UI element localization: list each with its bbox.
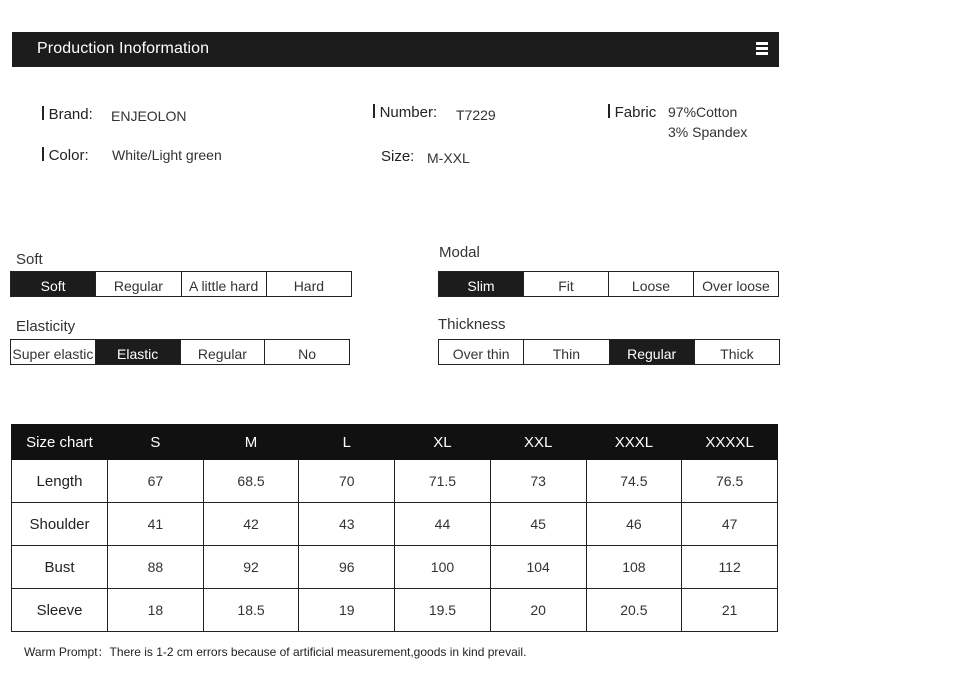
thickness-scale — [438, 339, 780, 365]
bar-icon — [42, 147, 44, 161]
table-cell: 68.5 — [203, 460, 299, 503]
thickness-option[interactable]: Regular — [610, 340, 695, 364]
elasticity-option[interactable]: No — [298, 345, 317, 362]
table-cell: 42 — [203, 503, 299, 546]
brand-label: Brand: — [42, 106, 93, 123]
soft-scale — [10, 271, 352, 297]
table-cell: 76.5 — [682, 460, 778, 503]
row-label: Shoulder — [12, 503, 108, 546]
elasticity-title: Elasticity — [16, 318, 76, 335]
elasticity-option[interactable]: Super elastic — [11, 340, 96, 364]
fabric-value-2: 3% Spandex — [668, 124, 748, 140]
warm-prompt: Warm Prompt：There is 1-2 cm errors because of artificial measurement,goods in kind prevail. — [24, 645, 527, 659]
table-row — [12, 503, 778, 546]
table-cell: 67 — [108, 460, 204, 503]
table-cell: 108 — [586, 546, 682, 589]
table-cell: 100 — [395, 546, 491, 589]
header-cell: XXXL — [586, 425, 682, 460]
soft-option[interactable]: A little hard — [182, 272, 267, 296]
bar-icon — [42, 106, 44, 120]
number-value: T7229 — [456, 107, 496, 123]
thickness-option[interactable]: Thin — [524, 340, 609, 364]
header-cell: XL — [395, 425, 491, 460]
section-title: Production Inoformation — [37, 40, 210, 57]
size-label: Size: — [381, 148, 415, 165]
row-label: Bust — [12, 546, 108, 589]
table-cell: 96 — [299, 546, 395, 589]
table-cell: 74.5 — [586, 460, 682, 503]
table-cell: 112 — [682, 546, 778, 589]
table-cell: 88 — [108, 546, 204, 589]
elasticity-scale — [10, 339, 350, 365]
modal-scale — [438, 271, 779, 297]
table-cell: 46 — [586, 503, 682, 546]
table-cell: 73 — [490, 460, 586, 503]
table-cell: 20 — [490, 589, 586, 632]
modal-option[interactable]: Slim — [439, 272, 524, 296]
number-label: Number: — [373, 104, 437, 121]
thickness-title: Thickness — [438, 316, 506, 333]
header-cell: XXL — [490, 425, 586, 460]
table-row — [12, 460, 778, 503]
section-header — [12, 32, 779, 67]
table-cell: 47 — [682, 503, 778, 546]
header-cell: S — [108, 425, 204, 460]
table-cell: 19 — [299, 589, 395, 632]
modal-option[interactable]: Over loose — [702, 277, 770, 294]
header-cell: XXXXL — [682, 425, 778, 460]
table-cell: 43 — [299, 503, 395, 546]
thickness-option[interactable]: Over thin — [439, 340, 524, 364]
soft-option[interactable]: Hard — [293, 277, 325, 294]
fabric-value-1: 97%Cotton — [668, 104, 738, 120]
menu-icon[interactable] — [756, 42, 768, 56]
modal-option[interactable]: Loose — [609, 272, 694, 296]
table-cell: 41 — [108, 503, 204, 546]
bar-icon — [608, 104, 610, 118]
table-cell: 92 — [203, 546, 299, 589]
thickness-option[interactable]: Thick — [720, 345, 754, 362]
header-cell: L — [299, 425, 395, 460]
row-label: Sleeve — [12, 589, 108, 632]
table-cell: 18.5 — [203, 589, 299, 632]
color-value: White/Light green — [112, 147, 222, 163]
table-cell: 70 — [299, 460, 395, 503]
table-cell: 71.5 — [395, 460, 491, 503]
bar-icon — [373, 104, 375, 118]
soft-option[interactable]: Regular — [96, 272, 181, 296]
table-cell: 19.5 — [395, 589, 491, 632]
table-cell: 20.5 — [586, 589, 682, 632]
table-cell: 44 — [395, 503, 491, 546]
elasticity-option[interactable]: Elastic — [96, 340, 181, 364]
table-cell: 45 — [490, 503, 586, 546]
fabric-label: Fabric — [608, 104, 656, 121]
soft-title: Soft — [16, 251, 43, 268]
size-chart-header — [12, 425, 778, 460]
soft-option[interactable]: Soft — [11, 272, 96, 296]
color-label: Color: — [42, 147, 89, 164]
size-value: M-XXL — [427, 150, 470, 166]
brand-value: ENJEOLON — [111, 108, 187, 124]
table-row — [12, 589, 778, 632]
header-cell: Size chart — [12, 425, 108, 460]
modal-option[interactable]: Fit — [524, 272, 609, 296]
table-cell: 21 — [682, 589, 778, 632]
modal-title: Modal — [439, 244, 480, 261]
table-cell: 18 — [108, 589, 204, 632]
elasticity-option[interactable]: Regular — [181, 340, 266, 364]
header-cell: M — [203, 425, 299, 460]
row-label: Length — [12, 460, 108, 503]
table-cell: 104 — [490, 546, 586, 589]
table-row — [12, 546, 778, 589]
size-chart-table — [11, 424, 778, 632]
